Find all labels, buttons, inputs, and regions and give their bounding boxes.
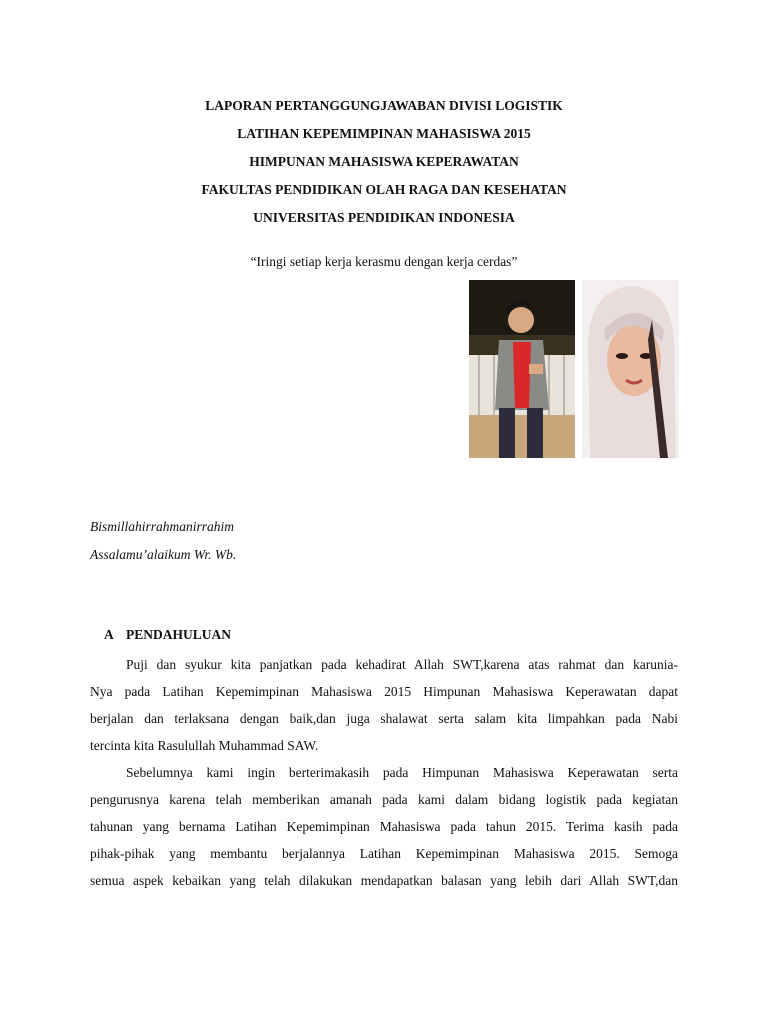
paragraph-1-line-3: berjalan dan terlaksana dengan baik,dan juga shalawat serta salam kita limpahkan pada Nabi [90,711,678,726]
section-heading [104,627,231,643]
paragraph-2-line-5: semua aspek kebaikan yang telah dilakukan mendapatkan balasan yang lebih dari Allah SWT,dan [90,873,678,888]
paragraph-1-line-1: Puji dan syukur kita panjatkan pada kehadirat Allah SWT,karena atas rahmat dan karunia- [126,657,678,672]
section-heading-text: PENDAHULUAN [126,627,232,642]
paragraph-2-line-2: pengurusnya karena telah memberikan amanah pada kami dalam bidang logistik pada kegiatan [90,792,678,807]
title-line-3: HIMPUNAN MAHASISWA KEPERAWATAN [249,154,519,169]
title-line-2: LATIHAN KEPEMIMPINAN MAHASISWA 2015 [237,126,531,141]
report-title [0,92,768,232]
paragraph-1-line-4: tercinta kita Rasulullah Muhammad SAW. [90,738,319,753]
title-line-1: LAPORAN PERTANGGUNGJAWABAN DIVISI LOGISTIK [205,98,563,113]
motto-quote: “Iringi setiap kerja kerasmu dengan kerja cerdas” [250,254,518,269]
title-line-4: FAKULTAS PENDIDIKAN OLAH RAGA DAN KESEHATAN [201,182,567,197]
greeting-salam: Assalamu’alaikum Wr. Wb. [90,547,237,562]
greeting-bismillah: Bismillahirrahmanirrahim [90,519,235,534]
section-letter: A [104,627,114,642]
paragraph-1 [90,651,678,759]
paragraph-2-line-3: tahunan yang bernama Latihan Kepemimpinan Mahasiswa pada tahun 2015. Terima kasih pada [90,819,678,834]
paragraph-2 [90,759,678,894]
title-line-5: UNIVERSITAS PENDIDIKAN INDONESIA [253,210,515,225]
paragraph-2-line-1: Sebelumnya kami ingin berterimakasih pada Himpunan Mahasiswa Keperawatan serta [126,765,678,780]
paragraph-2-line-4: pihak-pihak yang membantu berjalannya Latihan Kepemimpinan Mahasiswa 2015. Semoga [90,846,678,861]
photo-man [469,280,575,458]
paragraph-1-line-2: Nya pada Latihan Kepemimpinan Mahasiswa 2015 Himpunan Mahasiswa Keperawatan dapat [90,684,678,699]
photo-woman [582,280,679,458]
